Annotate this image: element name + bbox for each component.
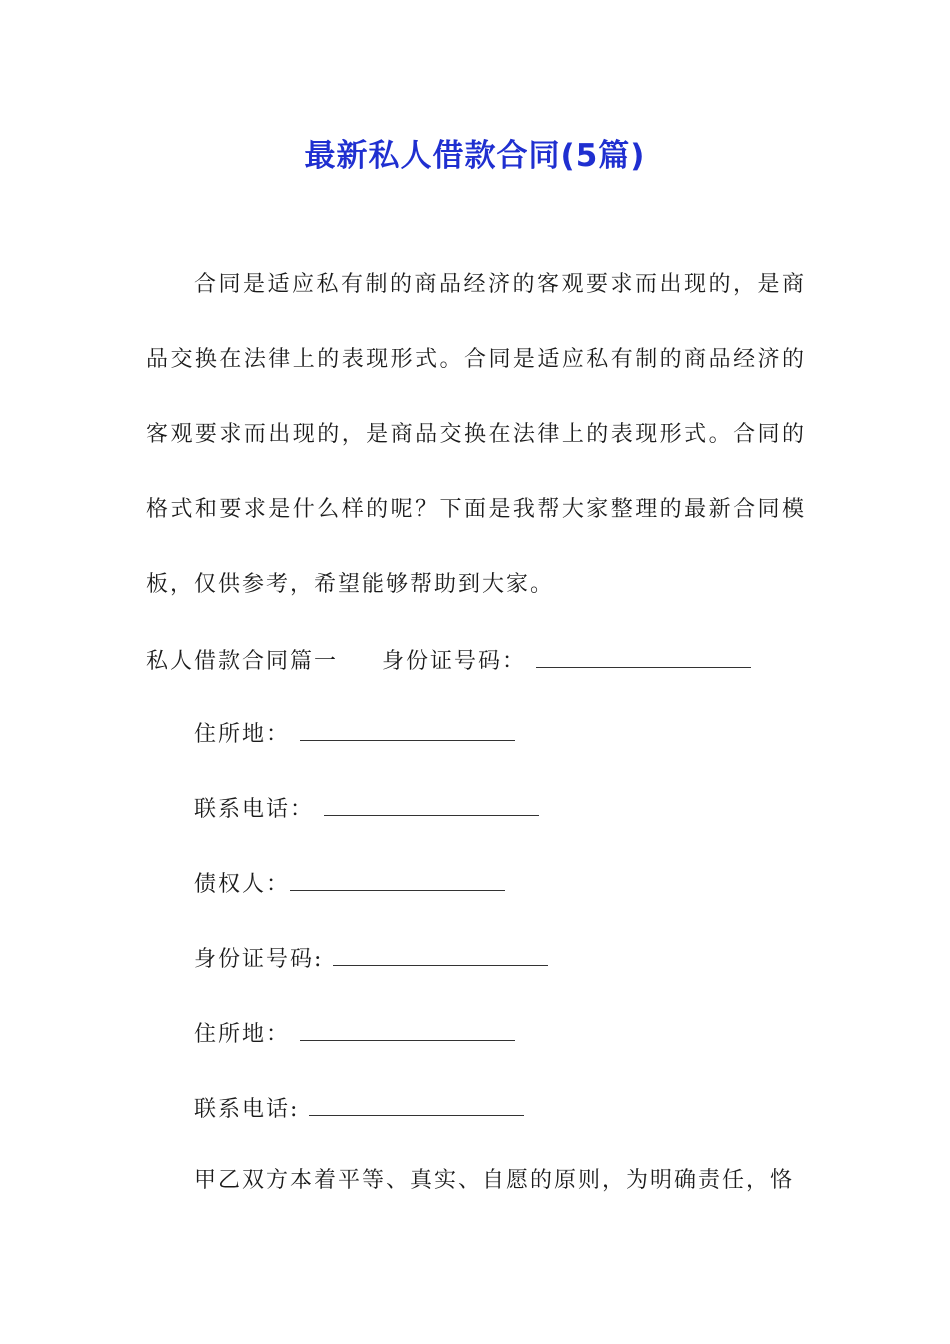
id-number-blank-1 bbox=[536, 645, 751, 668]
id-number-blank-2 bbox=[333, 943, 548, 966]
phone-line-2 bbox=[194, 1093, 524, 1125]
intro-paragraph: 合同是适应私有制的商品经济的客观要求而出现的，是商品交换在法律上的表现形式。合同是适应私有制的商品经济的客观要求而出现的，是商品交换在法律上的表现形式。合同的格式和要求是什么样的呢？下面是我帮大家整理的最新合同模板，仅供参考，希望能够帮助到大家。 bbox=[146, 272, 806, 597]
clause-text: 甲乙双方本着平等、真实、自愿的原则，为明确责任，恪 bbox=[194, 1168, 795, 1193]
address-line-2 bbox=[194, 1018, 515, 1050]
address-label-1: 住所地： bbox=[194, 722, 291, 747]
id-number-line-2 bbox=[194, 943, 548, 975]
creditor-line bbox=[194, 868, 505, 900]
phone-blank-2 bbox=[309, 1093, 524, 1116]
section-heading: 私人借款合同篇一 bbox=[146, 649, 339, 674]
phone-label-2: 联系电话: bbox=[194, 1097, 300, 1122]
phone-blank-1 bbox=[324, 793, 539, 816]
address-blank-1 bbox=[300, 718, 515, 741]
section-heading-line bbox=[146, 645, 751, 677]
id-number-label-1: 身份证号码： bbox=[382, 649, 527, 674]
document-title: 最新私人借款合同(5篇) bbox=[304, 138, 646, 174]
phone-line-1 bbox=[194, 793, 539, 825]
clause-line bbox=[194, 1166, 794, 1196]
address-blank-2 bbox=[300, 1018, 515, 1041]
id-number-label-2: 身份证号码: bbox=[194, 947, 324, 972]
creditor-label: 债权人： bbox=[194, 872, 291, 897]
address-line-1 bbox=[194, 718, 515, 750]
creditor-blank bbox=[290, 868, 505, 891]
address-label-2: 住所地： bbox=[194, 1022, 291, 1047]
phone-label-1: 联系电话： bbox=[194, 797, 315, 822]
